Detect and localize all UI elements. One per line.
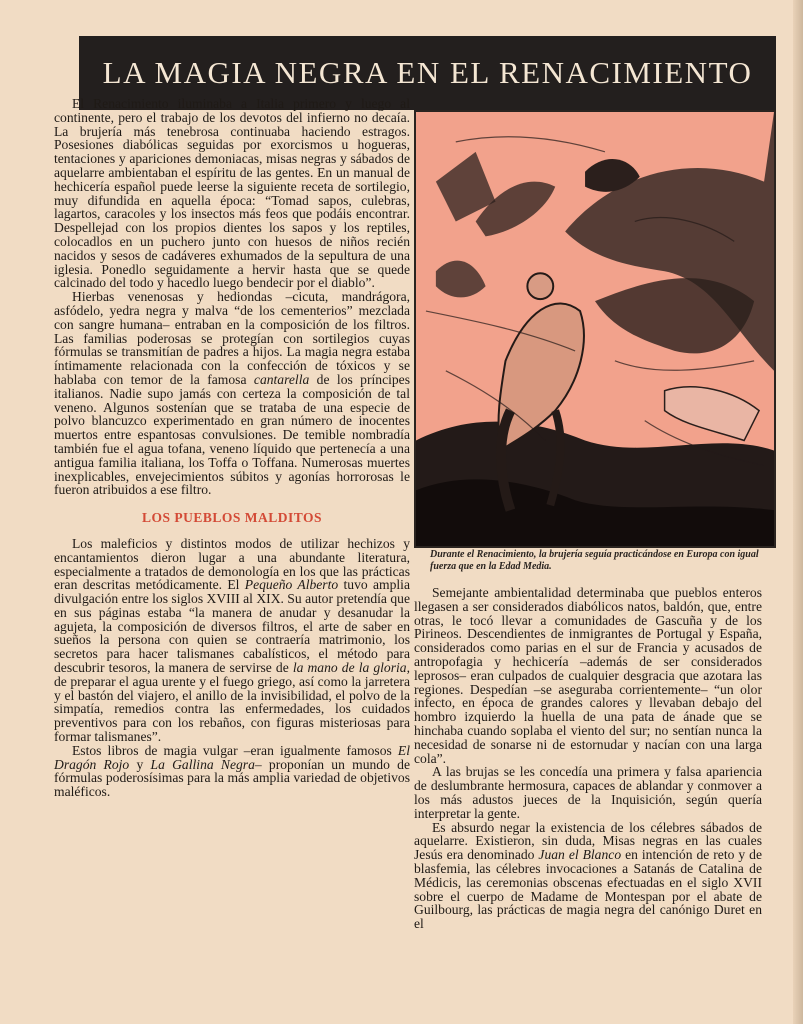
article-title: LA MAGIA NEGRA EN EL RENACIMIENTO [102, 55, 753, 90]
text-run: en intención de reto y de blasfemia, las célebres invocaciones a Satanás de Catalina de Médicis, las ceremonias obscenas efectuadas en el siglo XVII sobre el cuerpo de Madame de Montespan por el abate de Guilbourg, las prácticas de magia negra del canónigo Duret en el [414, 847, 762, 932]
section-subhead: LOS PUEBLOS MALDITOS [141, 510, 323, 526]
emphasis: La Gallina Negra [150, 756, 255, 772]
text-run: Estos libros de magia vulgar –eran igualmente famosos [72, 742, 398, 758]
text-run: de los príncipes italianos. Nadie supo jamás con certeza la composición de tal veneno. Algunos sostenían que se trataba de una especie de polvo blancuzco experimentado en gran número de inocentes muertos entre espantosas convulsiones. De temible nombradía también fue el agua tofana, veneno líquido que pertenecía a una antigua familia italiana, los Toffa o Toffana. Numerosas muertes inexplicables, envejecimientos súbitos y agonías horrorosas le fueron atribuidos a ese filtro. [54, 371, 411, 498]
text-run: Hierbas venenosas y hediondas –cicuta, mandrágora, asfódelo, yedra negra y malva “de los cementerios” mezclada con sangre humana– entraban en la composición de los filtros. Las familias poderosas se protegían con sortilegios cuyas fórmulas se transmitían de padres a hijos. La magia negra estaba íntimamente relacionada con la confección de tóxicos y se hablaba con temor de la famosa [54, 289, 410, 387]
right-column [414, 586, 762, 931]
paragraph [54, 290, 410, 497]
emphasis: El Dragón Rojo [54, 742, 410, 772]
text-run: y [129, 756, 151, 772]
text-run: , de preparar el agua urente y el fuego griego, así como la jarretera y el bastón del viajero, el anillo de la invisibilidad, el polvo de la simpatía, remedios contra las enfermedades, los cuidados preventivos para con los rebaños, con figuras misteriosas para formar talismanes”. [54, 660, 410, 745]
emphasis: Pequeño Alberto [244, 577, 339, 593]
emphasis: cantarella [253, 371, 310, 387]
left-column [54, 97, 410, 799]
emphasis: Juan el Blanco [538, 847, 622, 863]
paragraph: A las brujas se les concedía una primera y falsa apariencia de deslumbrante hermosura, capaces de ablandar y conmover a los más adustos jueces de la Inquisición, según quería interpretar la gente. [414, 764, 762, 821]
illustration-witches [414, 110, 776, 548]
text-run: – proponían un mundo de fórmulas poderosísimas para la más amplia variedad de objetivos maléficos. [54, 756, 410, 800]
paragraph [54, 537, 410, 744]
text-run: Los maleficios y distintos modos de utilizar hechizos y encantamientos dieron lugar a una abundante literatura, especialmente a tratados de demonología en los que las prácticas eran descritas metódicamente. El [54, 535, 410, 593]
paragraph: Semejante ambientalidad determinaba que pueblos enteros llegasen a ser considerados diabólicos natos, baldón, que, entre otras, le tocó llevar a comunidades de Gascuña y de los Pirineos. Descendientes de inmigrantes de Portugal y España, considerados como parias en el sur de Francia y acusados de antropofagia y hechicería –además de ser considerados leprosos– eran culpados de cualquier desgracia que azotara las regiones. Despedían –se aseguraba corrientemente– “un olor infecto, en época de grandes calores y llevaban debajo del hombro izquierdo la huella de una pata de ánade que se hinchaba cuando soplaba el viento del sur; no sentían nunca la necesidad de sonarse ni de estornudar y nacían con una larga cola”. [414, 585, 762, 766]
engraving-illustration [416, 112, 774, 546]
text-run: Es absurdo negar la existencia de los célebres sábados de aquelarre. Existieron, sin duda, Misas negras en las cuales Jesús era denominado [414, 819, 762, 863]
paragraph [414, 821, 762, 931]
page-edge [793, 0, 803, 1024]
paragraph: El Renacimiento iluminaba a Italia primero y luego al continente, pero el trabajo de los devotos del infierno no decaía. La brujería más tenebrosa continuaba haciendo estragos. Posesiones diabólicas seguidas por exorcismos u hogueras, tentaciones y apariciones demoniacas, misas negras y sábados de aquelarre ambientaban el espíritu de las gentes. En un manual de hechicería español puede leerse la siguiente receta de sortilegio, muy difundida en aquella época: “Tomad sapos, culebras, lagartos, caracoles y los insectos más feos que podáis encontrar. Despellejad con los propios dientes los sapos y los reptiles, colocadlos en un puchero junto con huesos de niños recién nacidos y sesos de cadáveres exhumados de la sepultura de una iglesia. Ponedlo seguidamente a hervir hasta que se quede calcinado del todo y hacedlo luego bendecir por el diablo”. [54, 96, 410, 291]
paragraph [54, 744, 410, 799]
figure-caption: Durante el Renacimiento, la brujería seguía practicándose en Europa con igual fuerza que en la Edad Media. [430, 549, 759, 572]
emphasis: la mano de la gloria [292, 660, 407, 676]
text-run: tuvo amplia divulgación entre los siglos XVIII al XIX. Su autor pretendía que en sus páginas estaba “la manera de anudar y desanudar la agujeta, la composición de diversos filtros, el arte de saber en sueños la persona con quien se contraería matrimonio, los secretos para hacer talismanes cabalísticos, el método para descubrir tesoros, la manera de servirse de [54, 577, 410, 676]
